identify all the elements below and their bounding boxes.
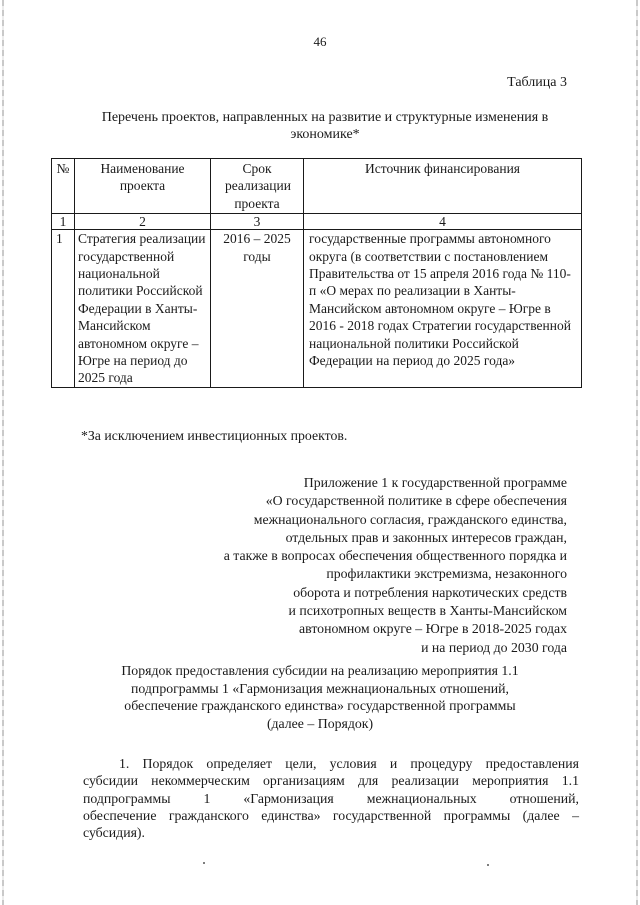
paragraph-line: подпрограммы 1 «Гармонизация межнациональных отношений, xyxy=(83,790,579,806)
row-number: 1 xyxy=(52,230,75,388)
header-term: Срок реализации проекта xyxy=(211,159,304,214)
scan-edge-right xyxy=(636,0,638,905)
column-number: 3 xyxy=(211,214,304,230)
order-title: Порядок предоставления субсидии на реализацию мероприятия 1.1 подпрограммы 1 «Гармонизация межнациональных отношений, обеспечение гражданского единства» государственной программы (далее – Порядок) xyxy=(121,663,519,731)
column-number: 2 xyxy=(75,214,211,230)
body-paragraph xyxy=(83,755,579,841)
projects-table xyxy=(51,158,582,388)
paragraph-line: субсидии некоммерческим организациям для реализации мероприятия 1.1 xyxy=(83,773,579,789)
paragraph-line: 1. Порядок определяет цели, условия и процедуру предоставления xyxy=(119,756,579,771)
appendix-header: Приложение 1 к государственной программе «О государственной политике в сфере обеспечения межнационального согласия, гражданского единства, отдельных прав и законных интересов граждан, а также в вопросах обеспечения общественного порядка и профилактики экстремизма, незаконного оборота и потребления наркотических средств и психотропных веществ в Ханты-Мансийском автономном округе – Югре в 2018-2025 годах и на период до 2030 года xyxy=(223,475,567,655)
page-number: 46 xyxy=(313,34,327,49)
scan-speck xyxy=(203,862,205,864)
header-funding-source: Источник финансирования xyxy=(304,159,582,214)
paragraph-line: субсидия). xyxy=(83,825,145,841)
project-name-cell: Стратегия реализации государственной национальной политики Российской Федерации в Ханты-Мансийском автономном округе – Югре на период до 2025 года xyxy=(75,230,211,388)
table-header-row xyxy=(52,159,582,214)
table-caption: Перечень проектов, направленных на развитие и структурные изменения в экономике* xyxy=(101,110,549,143)
table-label: Таблица 3 xyxy=(507,75,567,90)
column-number: 1 xyxy=(52,214,75,230)
column-number-row xyxy=(52,214,582,230)
column-number: 4 xyxy=(304,214,582,230)
header-project-name: Наименование проекта xyxy=(75,159,211,214)
table-footnote: *За исключением инвестиционных проектов. xyxy=(81,428,348,443)
paragraph-line: обеспечение гражданского единства» государственной программы (далее – xyxy=(83,807,579,823)
project-term-cell: 2016 – 2025 годы xyxy=(211,230,304,388)
header-no: № xyxy=(52,159,75,214)
table-row xyxy=(52,230,582,388)
funding-source-cell: государственные программы автономного округа (в соответствии с постановлением Правительства от 15 апреля 2016 года № 110-п «О мерах по реализации в Ханты-Мансийском автономном округе – Югре в 2016 - 2018 годах Стратегии государственной национальной политики Российской Федерации на период до 2025 года» xyxy=(304,230,582,388)
scan-speck xyxy=(487,864,489,866)
scan-edge-left xyxy=(2,0,4,905)
